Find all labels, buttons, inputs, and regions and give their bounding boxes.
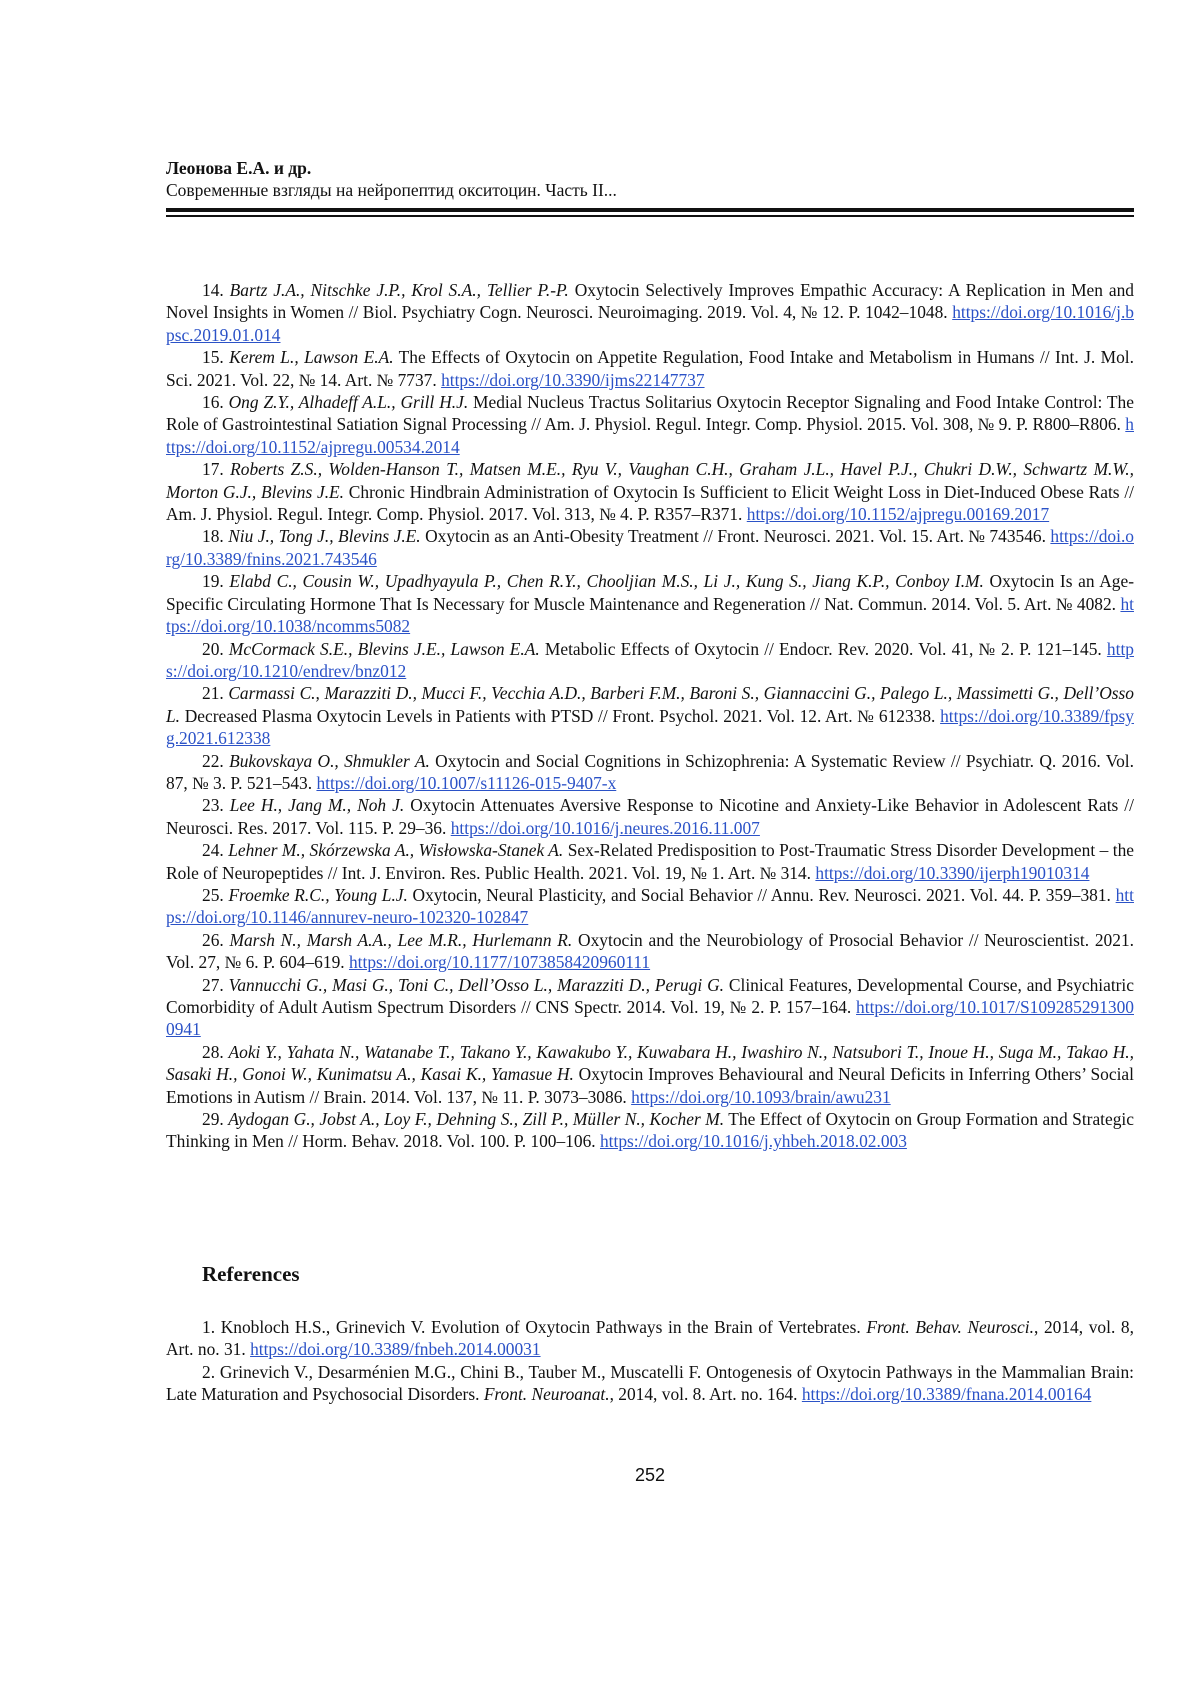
reference-item — [166, 638, 1134, 683]
reference-text: Medial Nucleus Tractus Solitarius Oxytocin Receptor Signaling and Food Intake Control: The Role of Gastrointestinal Satiation Signal Processing // Am. J. Physiol. Regul. Integr. Comp. Physiol. 2015. Vol. 308, № 9. P. R800–R806. — [166, 392, 1134, 434]
reference-authors: Kerem L., Lawson E.A. — [229, 347, 393, 367]
references-heading: References — [202, 1262, 300, 1287]
reference-journal: Front. Behav. Neurosci. — [866, 1317, 1034, 1337]
reference-authors: Vannucchi G., Masi G., Toni C., Dell’Osso L., Marazziti D., Perugi G. — [229, 975, 724, 995]
reference-number: 1. — [202, 1317, 215, 1337]
reference-authors: Carmassi C., Marazziti D., Mucci F., Vecchia A.D., Barberi F.M., Baroni S., Giannaccini G., Palego L., Massimetti G., Dell’Osso L. — [166, 683, 1134, 725]
header-rule-thin — [166, 215, 1134, 217]
reference-number: 22. — [202, 751, 224, 771]
reference-authors: Froemke R.C., Young L.J. — [228, 885, 407, 905]
reference-text: Knobloch H.S., Grinevich V. Evolution of Oxytocin Pathways in the Brain of Vertebrates. — [221, 1317, 861, 1337]
reference-number: 21. — [202, 683, 224, 703]
running-header-authors: Леонова Е.А. и др. — [166, 158, 311, 179]
reference-number: 19. — [202, 571, 224, 591]
reference-text: Oxytocin Is an Age-Specific Circulating Hormone That Is Necessary for Muscle Maintenance and Regeneration // Nat. Commun. 2014. Vol. 5. Art. № 4082. — [166, 571, 1134, 613]
reference-number: 20. — [202, 639, 224, 659]
reference-number: 23. — [202, 795, 224, 815]
reference-item — [166, 525, 1134, 570]
reference-item — [166, 279, 1134, 346]
reference-text: Oxytocin and the Neurobiology of Prosocial Behavior // Neuroscientist. 2021. Vol. 27, № 6. P. 604–619. — [166, 930, 1134, 972]
reference-number: 14. — [202, 280, 224, 300]
reference-number: 18. — [202, 526, 224, 546]
reference-list — [166, 279, 1134, 1153]
doi-link[interactable]: https://doi.org/10.3389/fnbeh.2014.00031 — [250, 1339, 541, 1359]
reference-number: 27. — [202, 975, 224, 995]
reference-details: , 2014, vol. 8. Art. no. 164. — [610, 1384, 798, 1404]
reference-item — [166, 346, 1134, 391]
running-header-title: Современные взгляды на нейропептид окситоцин. Часть II... — [166, 180, 617, 201]
reference-authors: Ong Z.Y., Alhadeff A.L., Grill H.J. — [229, 392, 469, 412]
reference-number: 25. — [202, 885, 224, 905]
reference-details: , 2014, vol. 8, Art. no. 31. — [166, 1317, 1134, 1359]
reference-authors: Bartz J.A., Nitschke J.P., Krol S.A., Tellier P.-P. — [230, 280, 569, 300]
page-number: 252 — [166, 1465, 1134, 1486]
doi-link[interactable]: https://doi.org/10.1038/ncomms5082 — [166, 594, 1134, 636]
reference-item — [166, 1361, 1134, 1406]
reference-text: Oxytocin Attenuates Aversive Response to Nicotine and Anxiety-Like Behavior in Adolescent Rats // Neurosci. Res. 2017. Vol. 115. P. 29–36. — [166, 795, 1134, 837]
reference-text: Grinevich V., Desarménien M.G., Chini B., Tauber M., Muscatelli F. Ontogenesis of Oxytocin Pathways in the Mammalian Brain: Late Maturation and Psychosocial Disorders. — [166, 1362, 1134, 1404]
reference-number: 17. — [202, 459, 224, 479]
doi-link[interactable]: https://doi.org/10.1210/endrev/bnz012 — [166, 639, 1134, 681]
doi-link[interactable]: https://doi.org/10.1177/1073858420960111 — [349, 952, 650, 972]
doi-link[interactable]: https://doi.org/10.1152/ajpregu.00534.2014 — [166, 414, 1134, 456]
doi-link[interactable]: https://doi.org/10.1016/j.yhbeh.2018.02.003 — [600, 1131, 907, 1151]
reference-number: 28. — [202, 1042, 224, 1062]
reference-authors: Bukovskaya O., Shmukler A. — [229, 751, 430, 771]
doi-link[interactable]: https://doi.org/10.3390/ijerph19010314 — [815, 863, 1089, 883]
reference-item — [166, 929, 1134, 974]
reference-item — [166, 884, 1134, 929]
reference-authors: Lehner M., Skórzewska A., Wisłowska-Stanek A. — [228, 840, 563, 860]
reference-item — [166, 682, 1134, 749]
doi-link[interactable]: https://doi.org/10.1152/ajpregu.00169.2017 — [747, 504, 1049, 524]
reference-item — [166, 1041, 1134, 1108]
reference-text: Metabolic Effects of Oxytocin // Endocr. Rev. 2020. Vol. 41, № 2. P. 121–145. — [545, 639, 1102, 659]
reference-text: Chronic Hindbrain Administration of Oxytocin Is Sufficient to Elicit Weight Loss in Diet-Induced Obese Rats // Am. J. Physiol. Regul. Integr. Comp. Physiol. 2017. Vol. 313, № 4. P. R357–R371. — [166, 482, 1134, 524]
doi-link[interactable]: https://doi.org/10.1016/j.neures.2016.11.007 — [451, 818, 760, 838]
reference-number: 2. — [202, 1362, 215, 1382]
reference-item — [166, 974, 1134, 1041]
doi-link[interactable]: https://doi.org/10.3389/fpsyg.2021.612338 — [166, 706, 1134, 748]
reference-text: Oxytocin Improves Behavioural and Neural Deficits in Inferring Others’ Social Emotions in Autism // Brain. 2014. Vol. 137, № 11. P. 3073–3086. — [166, 1064, 1134, 1106]
doi-link[interactable]: https://doi.org/10.1007/s11126-015-9407-x — [316, 773, 616, 793]
doi-link[interactable]: https://doi.org/10.3389/fnana.2014.00164 — [802, 1384, 1092, 1404]
reference-item — [166, 1108, 1134, 1153]
reference-authors: Elabd C., Cousin W., Upadhyayula P., Chen R.Y., Chooljian M.S., Li J., Kung S., Jiang K.P., Conboy I.M. — [229, 571, 983, 591]
reference-authors: Aydogan G., Jobst A., Loy F., Dehning S., Zill P., Müller N., Kocher M. — [228, 1109, 724, 1129]
reference-text: Oxytocin, Neural Plasticity, and Social Behavior // Annu. Rev. Neurosci. 2021. Vol. 44. P. 359–381. — [413, 885, 1111, 905]
doi-link[interactable]: https://doi.org/10.1146/annurev-neuro-102320-102847 — [166, 885, 1134, 927]
reference-authors: Roberts Z.S., Wolden-Hanson T., Matsen M.E., Ryu V., Vaughan C.H., Graham J.L., Havel P.J., Chukri D.W., Schwartz M.W., Morton G.J., Blevins J.E. — [166, 459, 1134, 501]
reference-text: Oxytocin and Social Cognitions in Schizophrenia: A Systematic Review // Psychiatr. Q. 2016. Vol. 87, № 3. P. 521–543. — [166, 751, 1134, 793]
reference-item — [166, 391, 1134, 458]
reference-item — [166, 1316, 1134, 1361]
reference-number: 16. — [202, 392, 224, 412]
doi-link[interactable]: https://doi.org/10.1017/S1092852913000941 — [166, 997, 1134, 1039]
reference-text: Decreased Plasma Oxytocin Levels in Patients with PTSD // Front. Psychol. 2021. Vol. 12. Art. № 612338. — [185, 706, 936, 726]
doi-link[interactable]: https://doi.org/10.1093/brain/awu231 — [631, 1087, 891, 1107]
reference-text: The Effect of Oxytocin on Group Formation and Strategic Thinking in Men // Horm. Behav. 2018. Vol. 100. P. 100–106. — [166, 1109, 1134, 1151]
header-rule-thick — [166, 208, 1134, 212]
reference-number: 15. — [202, 347, 224, 367]
reference-item — [166, 570, 1134, 637]
reference-text: Clinical Features, Developmental Course, and Psychiatric Comorbidity of Adult Autism Spectrum Disorders // CNS Spectr. 2014. Vol. 19, № 2. P. 157–164. — [166, 975, 1134, 1017]
reference-text: Sex-Related Predisposition to Post-Traumatic Stress Disorder Development – the Role of Neuropeptides // Int. J. Environ. Res. Public Health. 2021. Vol. 19, № 1. Art. № 314. — [166, 840, 1134, 882]
reference-journal: Front. Neuroanat. — [484, 1384, 610, 1404]
reference-item — [166, 794, 1134, 839]
reference-authors: Marsh N., Marsh A.A., Lee M.R., Hurlemann R. — [230, 930, 573, 950]
reference-list-english — [166, 1316, 1134, 1406]
reference-text: Oxytocin Selectively Improves Empathic Accuracy: A Replication in Men and Novel Insights in Women // Biol. Psychiatry Cogn. Neurosci. Neuroimaging. 2019. Vol. 4, № 12. P. 1042–1048. — [166, 280, 1134, 322]
reference-authors: McCormack S.E., Blevins J.E., Lawson E.A. — [229, 639, 540, 659]
reference-text: The Effects of Oxytocin on Appetite Regulation, Food Intake and Metabolism in Humans // Int. J. Mol. Sci. 2021. Vol. 22, № 14. Art. № 7737. — [166, 347, 1134, 389]
reference-authors: Aoki Y., Yahata N., Watanabe T., Takano Y., Kawakubo Y., Kuwabara H., Iwashiro N., Natsubori T., Inoue H., Suga M., Takao H., Sasaki H., Gonoi W., Kunimatsu A., Kasai K., Yamasue H. — [166, 1042, 1134, 1084]
reference-text: Oxytocin as an Anti-Obesity Treatment // Front. Neurosci. 2021. Vol. 15. Art. № 743546. — [425, 526, 1046, 546]
reference-item — [166, 750, 1134, 795]
reference-item — [166, 458, 1134, 525]
doi-link[interactable]: https://doi.org/10.1016/j.bpsc.2019.01.014 — [166, 302, 1134, 344]
reference-authors: Lee H., Jang M., Noh J. — [230, 795, 404, 815]
doi-link[interactable]: https://doi.org/10.3389/fnins.2021.743546 — [166, 526, 1134, 568]
reference-item — [166, 839, 1134, 884]
doi-link[interactable]: https://doi.org/10.3390/ijms22147737 — [441, 370, 704, 390]
reference-authors: Niu J., Tong J., Blevins J.E. — [228, 526, 420, 546]
reference-number: 24. — [202, 840, 224, 860]
reference-number: 29. — [202, 1109, 224, 1129]
reference-number: 26. — [202, 930, 224, 950]
